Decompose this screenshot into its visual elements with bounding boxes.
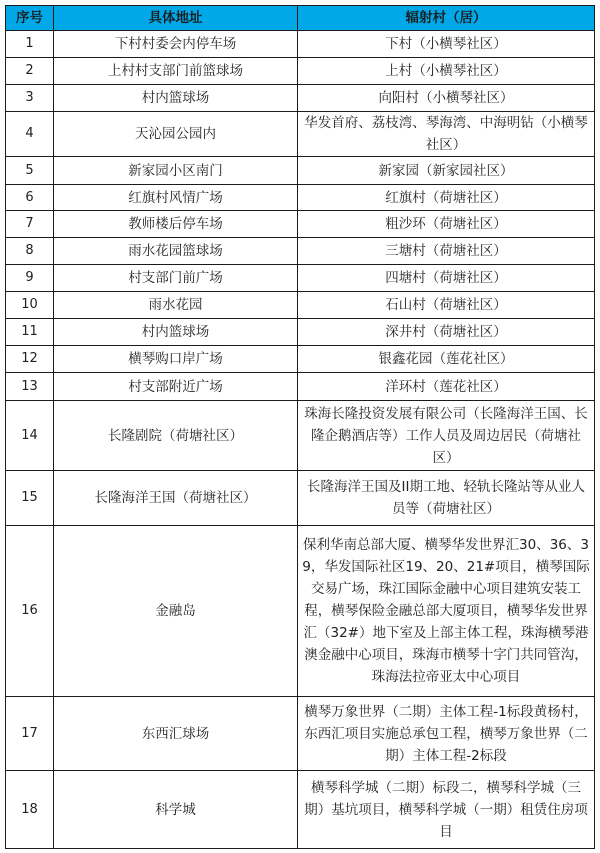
row-address-cell: 红旗村风情广场 <box>54 185 298 211</box>
distribution-sites-table <box>5 5 595 849</box>
row-area-cell: 珠海长隆投资发展有限公司（长隆海洋王国、长隆企鹅酒店等）工作人员及周边居民（荷塘社区） <box>298 401 595 471</box>
row-index-cell: 6 <box>6 185 54 211</box>
row-address-cell: 雨水花园篮球场 <box>54 238 298 265</box>
table-row <box>6 112 595 157</box>
table-row <box>6 85 595 112</box>
table-row <box>6 238 595 265</box>
table-row <box>6 157 595 185</box>
row-index-cell: 17 <box>6 697 54 771</box>
row-area-cell: 上村（小横琴社区） <box>298 58 595 85</box>
row-area-cell: 华发首府、荔枝湾、琴海湾、中海明钻（小横琴社区） <box>298 112 595 157</box>
table-row <box>6 292 595 319</box>
row-index-cell: 1 <box>6 31 54 58</box>
row-area-cell: 三塘村（荷塘社区） <box>298 238 595 265</box>
row-address-cell: 横琴购口岸广场 <box>54 346 298 373</box>
row-index-cell: 9 <box>6 265 54 292</box>
row-area-cell: 红旗村（荷塘社区） <box>298 185 595 211</box>
row-area-cell: 保利华南总部大厦、横琴华发世界汇30、36、39，华发国际社区19、20、21#项目，横琴国际交易广场，珠江国际金融中心项目建筑安装工程，横琴保险金融总部大厦项目，横琴华发世界汇（32#）地下室及上部主体工程，珠海横琴港澳金融中心项目，珠海市横琴十字门共同管沟，珠海法拉帝亚太中心项目 <box>298 526 595 697</box>
row-address-cell: 上村村支部门前篮球场 <box>54 58 298 85</box>
table-row <box>6 697 595 771</box>
table-row <box>6 31 595 58</box>
row-index-cell: 12 <box>6 346 54 373</box>
table-row <box>6 401 595 471</box>
row-area-cell: 银鑫花园（莲花社区） <box>298 346 595 373</box>
row-area-cell: 深井村（荷塘社区） <box>298 319 595 346</box>
row-area-cell: 横琴科学城（二期）标段二，横琴科学城（三期）基坑项目，横琴科学城（一期）租赁住房项目 <box>298 771 595 849</box>
table-row <box>6 265 595 292</box>
row-address-cell: 村内篮球场 <box>54 319 298 346</box>
row-index-cell: 5 <box>6 157 54 185</box>
row-index-cell: 4 <box>6 112 54 157</box>
table-row <box>6 346 595 373</box>
row-address-cell: 东西汇球场 <box>54 697 298 771</box>
row-index-cell: 15 <box>6 471 54 526</box>
row-area-cell: 石山村（荷塘社区） <box>298 292 595 319</box>
column-header-index: 序号 <box>6 6 54 31</box>
row-address-cell: 村支部附近广场 <box>54 373 298 401</box>
table-row <box>6 211 595 238</box>
row-index-cell: 7 <box>6 211 54 238</box>
row-address-cell: 村内篮球场 <box>54 85 298 112</box>
row-index-cell: 14 <box>6 401 54 471</box>
row-area-cell: 四塘村（荷塘社区） <box>298 265 595 292</box>
row-index-cell: 18 <box>6 771 54 849</box>
row-area-cell: 粗沙环（荷塘社区） <box>298 211 595 238</box>
row-address-cell: 下村村委会内停车场 <box>54 31 298 58</box>
row-address-cell: 雨水花园 <box>54 292 298 319</box>
column-header-address: 具体地址 <box>54 6 298 31</box>
row-area-cell: 向阳村（小横琴社区） <box>298 85 595 112</box>
row-area-cell: 洋环村（莲花社区） <box>298 373 595 401</box>
row-address-cell: 教师楼后停车场 <box>54 211 298 238</box>
row-area-cell: 新家园（新家园社区） <box>298 157 595 185</box>
row-index-cell: 13 <box>6 373 54 401</box>
row-index-cell: 10 <box>6 292 54 319</box>
row-index-cell: 16 <box>6 526 54 697</box>
row-address-cell: 新家园小区南门 <box>54 157 298 185</box>
row-index-cell: 2 <box>6 58 54 85</box>
table-row <box>6 185 595 211</box>
row-address-cell: 科学城 <box>54 771 298 849</box>
row-address-cell: 天沁园公园内 <box>54 112 298 157</box>
table-row <box>6 471 595 526</box>
row-index-cell: 8 <box>6 238 54 265</box>
row-area-cell: 长隆海洋王国及II期工地、轻轨长隆站等从业人员等（荷塘社区） <box>298 471 595 526</box>
table-row <box>6 526 595 697</box>
row-address-cell: 长隆海洋王国（荷塘社区） <box>54 471 298 526</box>
row-area-cell: 下村（小横琴社区） <box>298 31 595 58</box>
row-index-cell: 11 <box>6 319 54 346</box>
row-address-cell: 金融岛 <box>54 526 298 697</box>
row-address-cell: 村支部门前广场 <box>54 265 298 292</box>
column-header-area: 辐射村（居） <box>298 6 595 31</box>
table-header-row <box>6 6 595 31</box>
row-index-cell: 3 <box>6 85 54 112</box>
table-row <box>6 319 595 346</box>
row-area-cell: 横琴万象世界（二期）主体工程-1标段黄杨村，东西汇项目实施总承包工程，横琴万象世界（二期）主体工程-2标段 <box>298 697 595 771</box>
table-row <box>6 373 595 401</box>
table-row <box>6 771 595 849</box>
table-row <box>6 58 595 85</box>
row-address-cell: 长隆剧院（荷塘社区） <box>54 401 298 471</box>
